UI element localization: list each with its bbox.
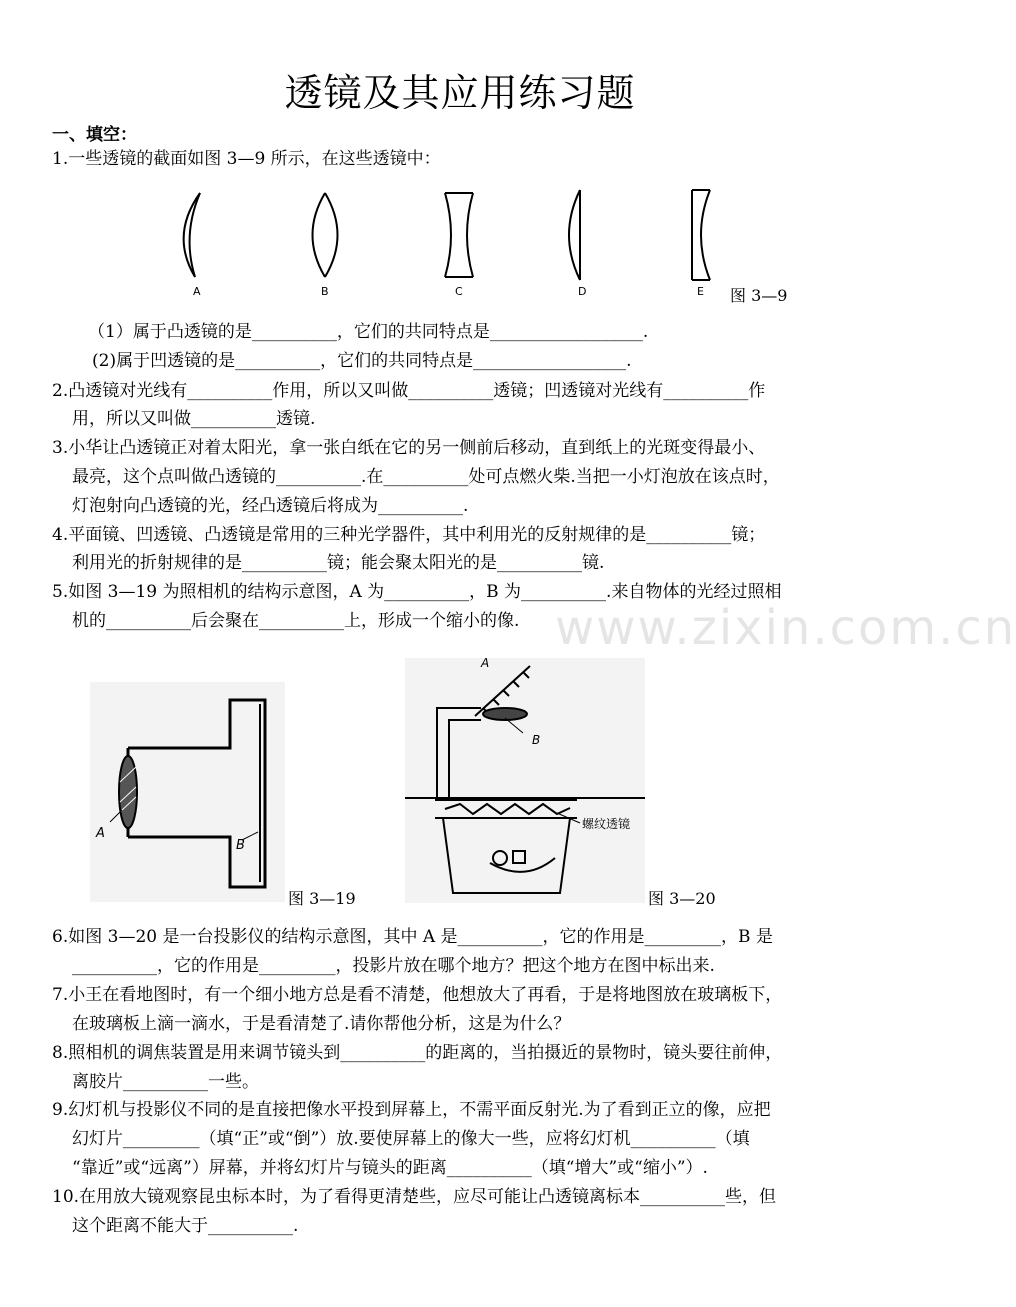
q2-line1: 2.凸透镜对光线有__________作用，所以又叫做__________透镜；凹透镜对光线有__________作 <box>52 381 766 401</box>
q4-line1: 4.平面镜、凹透镜、凸透镜是常用的三种光学器件，其中利用光的反射规律的是__________镜； <box>52 525 766 545</box>
q2-line2: 用，所以又叫做__________透镜. <box>72 409 316 429</box>
q8-line1: 8.照相机的调焦装置是用来调节镜头到__________的距离的，当拍摄近的景物时，镜头要往前伸， <box>52 1043 783 1063</box>
q9-line2: 幻灯片_________（填“正”或“倒”）放.要使屏幕上的像大一些，应将幻灯机__________（填 <box>72 1129 750 1149</box>
figure-3-9-lenses <box>160 185 740 305</box>
lens-a-shape <box>184 193 200 277</box>
q10-line1: 10.在用放大镜观察昆虫标本时，为了看得更清楚些，应尽可能让凸透镜离标本__________些，但 <box>52 1187 777 1207</box>
q5-line2: 机的__________后会聚在__________上，形成一个缩小的像. <box>72 611 520 631</box>
q4-line2: 利用光的折射规律的是__________镜；能会聚太阳光的是__________镜. <box>72 553 605 573</box>
q6-line2: __________，它的作用是_________，投影片放在哪个地方？把这个地方在图中标出来. <box>72 956 715 976</box>
q1-sub1: （1）属于凸透镜的是__________，它们的共同特点是__________________. <box>88 322 649 342</box>
q3-line2: 最亮，这个点叫做凸透镜的__________.在__________处可点燃火柴.当把一小灯泡放在该点时， <box>72 467 780 487</box>
q1-stem: 1.一些透镜的截面如图 3—9 所示，在这些透镜中： <box>52 149 441 169</box>
q6-line1: 6.如图 3—20 是一台投影仪的结构示意图，其中 A 是__________，它的作用是_________，B 是 <box>52 927 773 947</box>
lens-label-e: E <box>697 285 704 298</box>
q10-line2: 这个距离不能大于__________. <box>72 1216 299 1236</box>
watermark: www.zixin.com.cn <box>555 600 1016 656</box>
fig20-label-lens: 螺纹透镜 <box>582 817 631 831</box>
lens-e-shape <box>692 190 710 280</box>
fig20-label-b: B <box>532 733 541 747</box>
q7-line1: 7.小王在看地图时，有一个细小地方总是看不清楚，他想放大了再看，于是将地图放在玻璃板下， <box>52 985 783 1005</box>
fig19-label-a: A <box>96 826 105 841</box>
figure-3-19-camera <box>90 682 290 902</box>
q3-line1: 3.小华让凸透镜正对着太阳光，拿一张白纸在它的另一侧前后移动，直到纸上的光斑变得最小、 <box>52 438 766 458</box>
figure-3-20-projector <box>405 658 650 903</box>
lens-b-shape <box>313 193 338 277</box>
q7-line2: 在玻璃板上滴一滴水，于是看清楚了.请你帮他分析，这是为什么？ <box>72 1014 571 1034</box>
lens-c-shape <box>445 193 473 277</box>
fig20-label-a: A <box>481 656 490 670</box>
q5-line1: 5.如图 3—19 为照相机的结构示意图，A 为__________，B 为__________.来自物体的光经过照相 <box>52 582 782 602</box>
q9-line3: “靠近”或“远离”）屏幕，并将幻灯片与镜头的距离__________（填“增大”或“缩小”）. <box>72 1158 708 1178</box>
lens-label-c: C <box>455 285 463 298</box>
figure-3-9-caption: 图 3—9 <box>730 286 788 305</box>
q3-line3: 灯泡射向凸透镜的光，经凸透镜后将成为__________. <box>72 496 469 516</box>
q1-sub2: (2)属于凹透镜的是__________，它们的共同特点是__________________. <box>92 351 632 371</box>
camera-lens-shape <box>119 756 137 828</box>
q8-line2: 离胶片__________一些。 <box>72 1072 259 1092</box>
figure-3-19-caption: 图 3—19 <box>288 889 356 908</box>
lens-label-d: D <box>578 285 587 298</box>
q9-line1: 9.幻灯机与投影仪不同的是直接把像水平投到屏幕上，不需平面反射光.为了看到正立的像，应把 <box>52 1100 771 1120</box>
section-heading-fill-in: 一、填空： <box>52 125 137 145</box>
figure-3-20-caption: 图 3—20 <box>648 889 716 908</box>
page-title: 透镜及其应用练习题 <box>284 71 636 115</box>
lens-label-a: A <box>193 285 201 298</box>
lens-d-shape <box>569 190 580 280</box>
fig19-label-b: B <box>236 838 245 853</box>
lens-label-b: B <box>321 285 329 298</box>
